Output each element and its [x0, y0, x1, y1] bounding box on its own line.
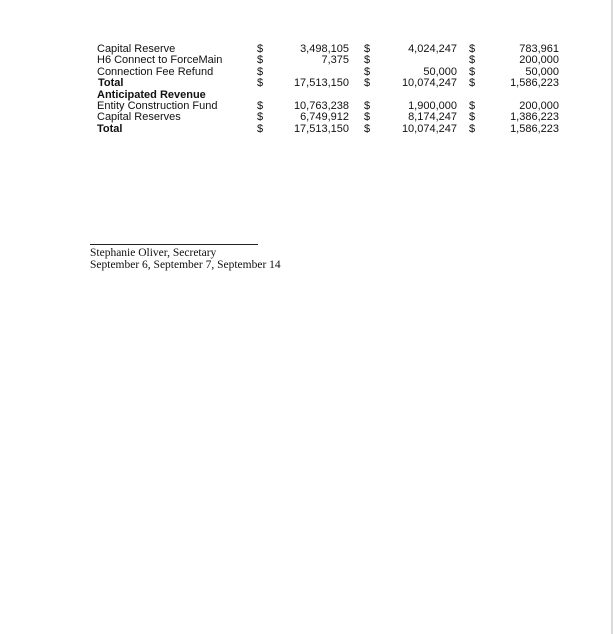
- total-row: [97, 78, 567, 89]
- row-label: Total: [97, 122, 123, 135]
- dollar-sign: $: [364, 65, 371, 78]
- amount-col-3: 200,000: [519, 54, 559, 67]
- dollar-sign: $: [469, 122, 476, 135]
- amount-col-3: 783,961: [519, 43, 559, 55]
- amount-col-3: 1,586,223: [510, 77, 559, 90]
- dollar-sign: $: [257, 65, 264, 78]
- amount-col-3: 200,000: [519, 99, 559, 112]
- section-heading: Anticipated Revenue: [97, 88, 206, 101]
- dollar-sign: $: [257, 122, 264, 135]
- amount-col-1: 7,375: [321, 54, 349, 67]
- dollar-sign: $: [364, 77, 371, 90]
- dollar-sign: $: [469, 43, 476, 55]
- dollar-sign: $: [364, 54, 371, 67]
- row-label: H6 Connect to ForceMain: [97, 54, 223, 67]
- dollar-sign: $: [364, 122, 371, 135]
- budget-table: [97, 44, 567, 135]
- row-label: Connection Fee Refund: [97, 65, 214, 78]
- amount-col-3: 1,586,223: [510, 122, 559, 135]
- signature-line: [90, 244, 258, 245]
- dollar-sign: $: [257, 111, 264, 124]
- dollar-sign: $: [257, 54, 264, 67]
- amount-col-1: 6,749,912: [300, 111, 349, 124]
- row-label: Total: [98, 77, 124, 90]
- row-label: Capital Reserve: [97, 43, 176, 55]
- dollar-sign: $: [469, 111, 476, 124]
- dollar-sign: $: [257, 43, 264, 55]
- dollar-sign: $: [364, 43, 371, 55]
- dollar-sign: $: [469, 54, 476, 67]
- dollar-sign: $: [257, 77, 264, 90]
- row-label: Entity Construction Fund: [97, 99, 218, 112]
- amount-col-1: 17,513,150: [293, 77, 349, 90]
- dollar-sign: $: [364, 99, 371, 112]
- amount-col-1: 3,498,105: [300, 43, 349, 55]
- amount-col-3: 1,386,223: [510, 111, 559, 124]
- dollar-sign: $: [364, 111, 371, 124]
- total-row: [97, 124, 567, 135]
- amount-col-2: 4,024,247: [408, 43, 457, 55]
- dollar-sign: $: [469, 99, 476, 112]
- amount-col-2: 1,900,000: [408, 99, 457, 112]
- amount-col-2: 10,074,247: [401, 77, 457, 90]
- amount-col-2: 50,000: [423, 65, 457, 78]
- signature-block: [90, 244, 281, 271]
- dollar-sign: $: [469, 65, 476, 78]
- amount-col-2: 10,074,247: [401, 122, 457, 135]
- dollar-sign: $: [469, 77, 476, 90]
- amount-col-1: 10,763,238: [293, 99, 349, 112]
- amount-col-3: 50,000: [525, 65, 559, 78]
- publication-dates: September 6, September 7, September 14: [90, 259, 281, 271]
- dollar-sign: $: [257, 99, 264, 112]
- row-label: Capital Reserves: [97, 111, 181, 124]
- amount-col-2: 8,174,247: [408, 111, 457, 124]
- signatory-name: Stephanie Oliver, Secretary: [90, 247, 217, 259]
- amount-col-1: 17,513,150: [293, 122, 349, 135]
